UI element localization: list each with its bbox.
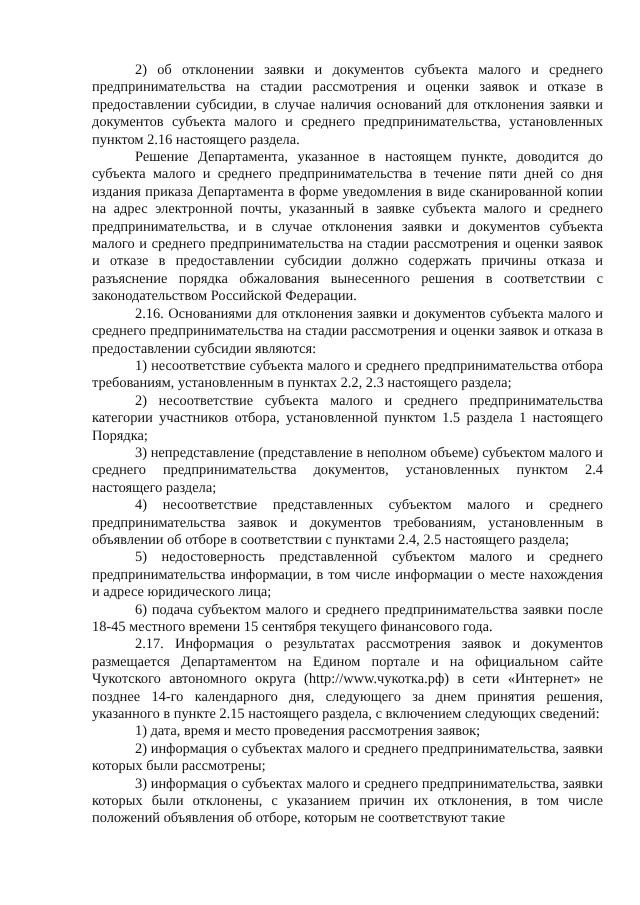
paragraph-2-16-item-6: 6) подача субъектом малого и среднего предпринимательства заявки после 18-45 местного времени 15 сентября текущего финансового года. bbox=[92, 601, 603, 635]
paragraph-2-17-item-3: 3) информация о субъектах малого и среднего предпринимательства, заявки которых были отклонены, с указанием причин их отклонения, в том числе положений объявления об отборе, которым не соответствуют такие bbox=[92, 775, 603, 827]
paragraph-decision-rejection: 2) об отклонении заявки и документов субъекта малого и среднего предпринимательства на стадии рассмотрения и оценки заявок и отказе в предоставлении субсидии, в случае наличия оснований для отклонения заявки и документов субъекта малого и среднего предпринимательства, установленных пунктом 2.16 настоящего раздела. bbox=[92, 62, 603, 148]
paragraph-2-16-header: 2.16. Основаниями для отклонения заявки и документов субъекта малого и среднего предпринимательства на стадии рассмотрения и оценки заявок и отказа в предоставлении субсидии являются: bbox=[92, 305, 603, 357]
paragraph-decision-notification: Решение Департамента, указанное в настоящем пункте, доводится до субъекта малого и среднего предпринимательства в течение пяти дней со дня издания приказа Департамента в форме уведомления в виде сканированной копии на адрес электронной почты, указанный в заявке субъекта малого и среднего предпринимательства, и в случае отклонения заявки и документов субъекта малого и среднего предпринимательства на стадии рассмотрения и оценки заявок и отказе в предоставлении субсидии должно содержать причины отказа и разъяснение порядка обжалования вынесенного решения в соответствии с законодательством Российской Федерации. bbox=[92, 149, 603, 305]
paragraph-2-17-item-1: 1) дата, время и место проведения рассмотрения заявок; bbox=[135, 723, 481, 740]
document-page bbox=[92, 62, 603, 828]
paragraph-2-16-item-3: 3) непредставление (представление в неполном объеме) субъектом малого и среднего предпринимательства документов, установленных пунктом 2.4 настоящего раздела; bbox=[92, 444, 603, 496]
paragraph-2-17-header: 2.17. Информация о результатах рассмотрения заявок и документов размещается Департаментом на Едином портале и на официальном сайте Чукотского автономного округа (http://www.чукотка.рф) в сети «Интернет» не позднее 14-го календарного дня, следующего за днем принятия решения, указанного в пункте 2.15 настоящего раздела, с включением следующих сведений: bbox=[92, 636, 603, 723]
paragraph-2-16-item-5: 5) недостоверность представленной субъектом малого и среднего предпринимательства информации, в том числе информации о месте нахождения и адресе юридического лица; bbox=[92, 549, 603, 601]
paragraph-2-16-item-1: 1) несоответствие субъекта малого и среднего предпринимательства отбора требованиям, установленным в пунктах 2.2, 2.3 настоящего раздела; bbox=[92, 357, 603, 392]
paragraph-2-17-item-2: 2) информация о субъектах малого и среднего предпринимательства, заявки которых были рассмотрены; bbox=[92, 740, 603, 775]
paragraph-2-16-item-4: 4) несоответствие представленных субъектом малого и среднего предпринимательства заявок и документов требованиям, установленным в объявлении об отборе в соответствии с пунктами 2.4, 2.5 настоящего раздела; bbox=[92, 497, 603, 548]
paragraph-2-16-item-2: 2) несоответствие субъекта малого и среднего предпринимательства категории участников отбора, установленной пунктом 1.5 раздела 1 настоящего Порядка; bbox=[92, 392, 603, 444]
